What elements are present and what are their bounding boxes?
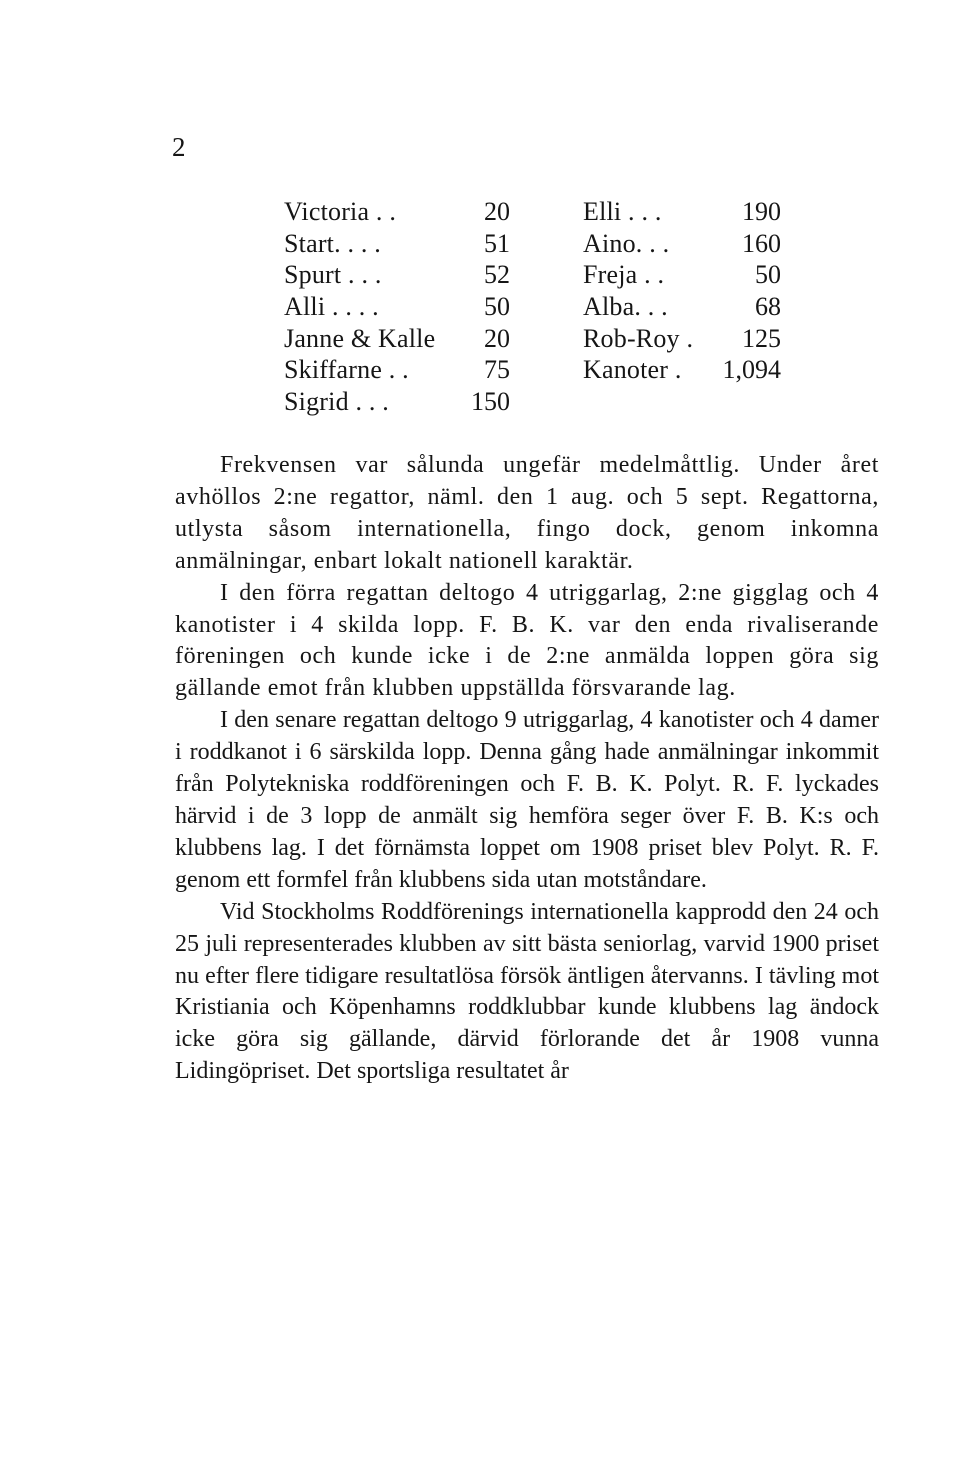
right-results-table <box>583 196 781 386</box>
table-row <box>583 196 781 228</box>
row-name: Victoria . . <box>284 197 397 226</box>
row-name: Elli . . . <box>583 197 662 226</box>
table-row <box>284 228 510 260</box>
row-value: 50 <box>755 260 781 290</box>
row-value: 160 <box>742 228 781 258</box>
row-name: Aino. . . <box>583 228 670 258</box>
paragraph: Frekvensen var sålunda ungefär medelmåttlig. Under året avhöllos 2:ne regattor, näml. den 1 aug. och 5 sept. Regattorna, utlysta såsom internationella, fingo dock, genom inkomna anmälningar, enbart lokalt nationell karaktär. <box>175 452 879 574</box>
row-value: 125 <box>742 323 781 353</box>
row-value: 50 <box>484 292 510 322</box>
row-value: 150 <box>471 387 510 417</box>
row-name: Freja . . <box>583 260 665 290</box>
table-row <box>284 196 510 228</box>
row-name: Alba. . . <box>583 292 668 322</box>
row-name: Alli . . . . <box>284 292 379 322</box>
left-results-table <box>284 196 510 418</box>
table-row <box>583 291 781 323</box>
row-value: 190 <box>742 197 781 226</box>
row-name: Janne & Kalle <box>284 323 436 353</box>
row-value: 75 <box>484 355 510 385</box>
row-value: 52 <box>484 260 510 290</box>
table-row <box>284 291 510 323</box>
row-name: Kanoter . <box>583 355 682 385</box>
row-name: Spurt . . . <box>284 260 382 290</box>
row-value: 20 <box>484 197 510 226</box>
table-row <box>583 323 781 355</box>
table-row <box>284 323 510 355</box>
table-row <box>583 228 781 260</box>
row-value: 51 <box>484 228 510 258</box>
table-row <box>284 354 510 386</box>
table-row <box>284 259 510 291</box>
table-row <box>583 259 781 291</box>
page-number: 2 <box>172 132 186 162</box>
paragraph: I den förra regattan deltogo 4 utriggarlag, 2:ne gigglag och 4 kanotister i 4 skilda lopp. F. B. K. var den enda rivaliserande föreningen och kunde icke i de 2:ne anmälda loppen göra sig gällande emot från klubben uppställda försvarande lag. <box>175 579 879 702</box>
row-name: Start. . . . <box>284 228 382 258</box>
table-row <box>284 386 510 418</box>
paragraph: Vid Stockholms Roddförenings internationella kapprodd den 24 och 25 juli representerades klubben av sitt bästa seniorlag, varvid 1900 priset nu efter flere tidigare resultatlösa försök äntligen återvanns. I tävling mot Kristiania och Köpenhamns roddklubbar kunde klubbens lag ändock icke göra sig gällande, därvid förlorande det år 1908 vunna Lidingöpriset. Det sportsliga resultatet år <box>175 898 879 1085</box>
paragraph: I den senare regattan deltogo 9 utriggarlag, 4 kanotister och 4 damer i roddkanot i 6 särskilda lopp. Denna gång hade anmälningar inkommit från Polytekniska roddföreningen och F. B. K. Polyt. R. F. lyckades härvid i de 3 lopp de anmält sig hemföra seger över F. B. K:s och klubbens lag. I det förnämsta loppet om 1908 priset blev Polyt. R. F. genom ett formfel från klubbens sida utan motståndare. <box>175 707 879 893</box>
row-value: 20 <box>484 323 510 353</box>
row-name: Sigrid . . . <box>284 387 389 417</box>
row-name: Skiffarne . . <box>284 355 409 385</box>
table-row <box>583 354 781 386</box>
row-value: 1,094 <box>722 355 781 385</box>
row-value: 68 <box>755 292 781 322</box>
body-text <box>175 450 879 1088</box>
row-name: Rob-Roy . <box>583 323 694 353</box>
